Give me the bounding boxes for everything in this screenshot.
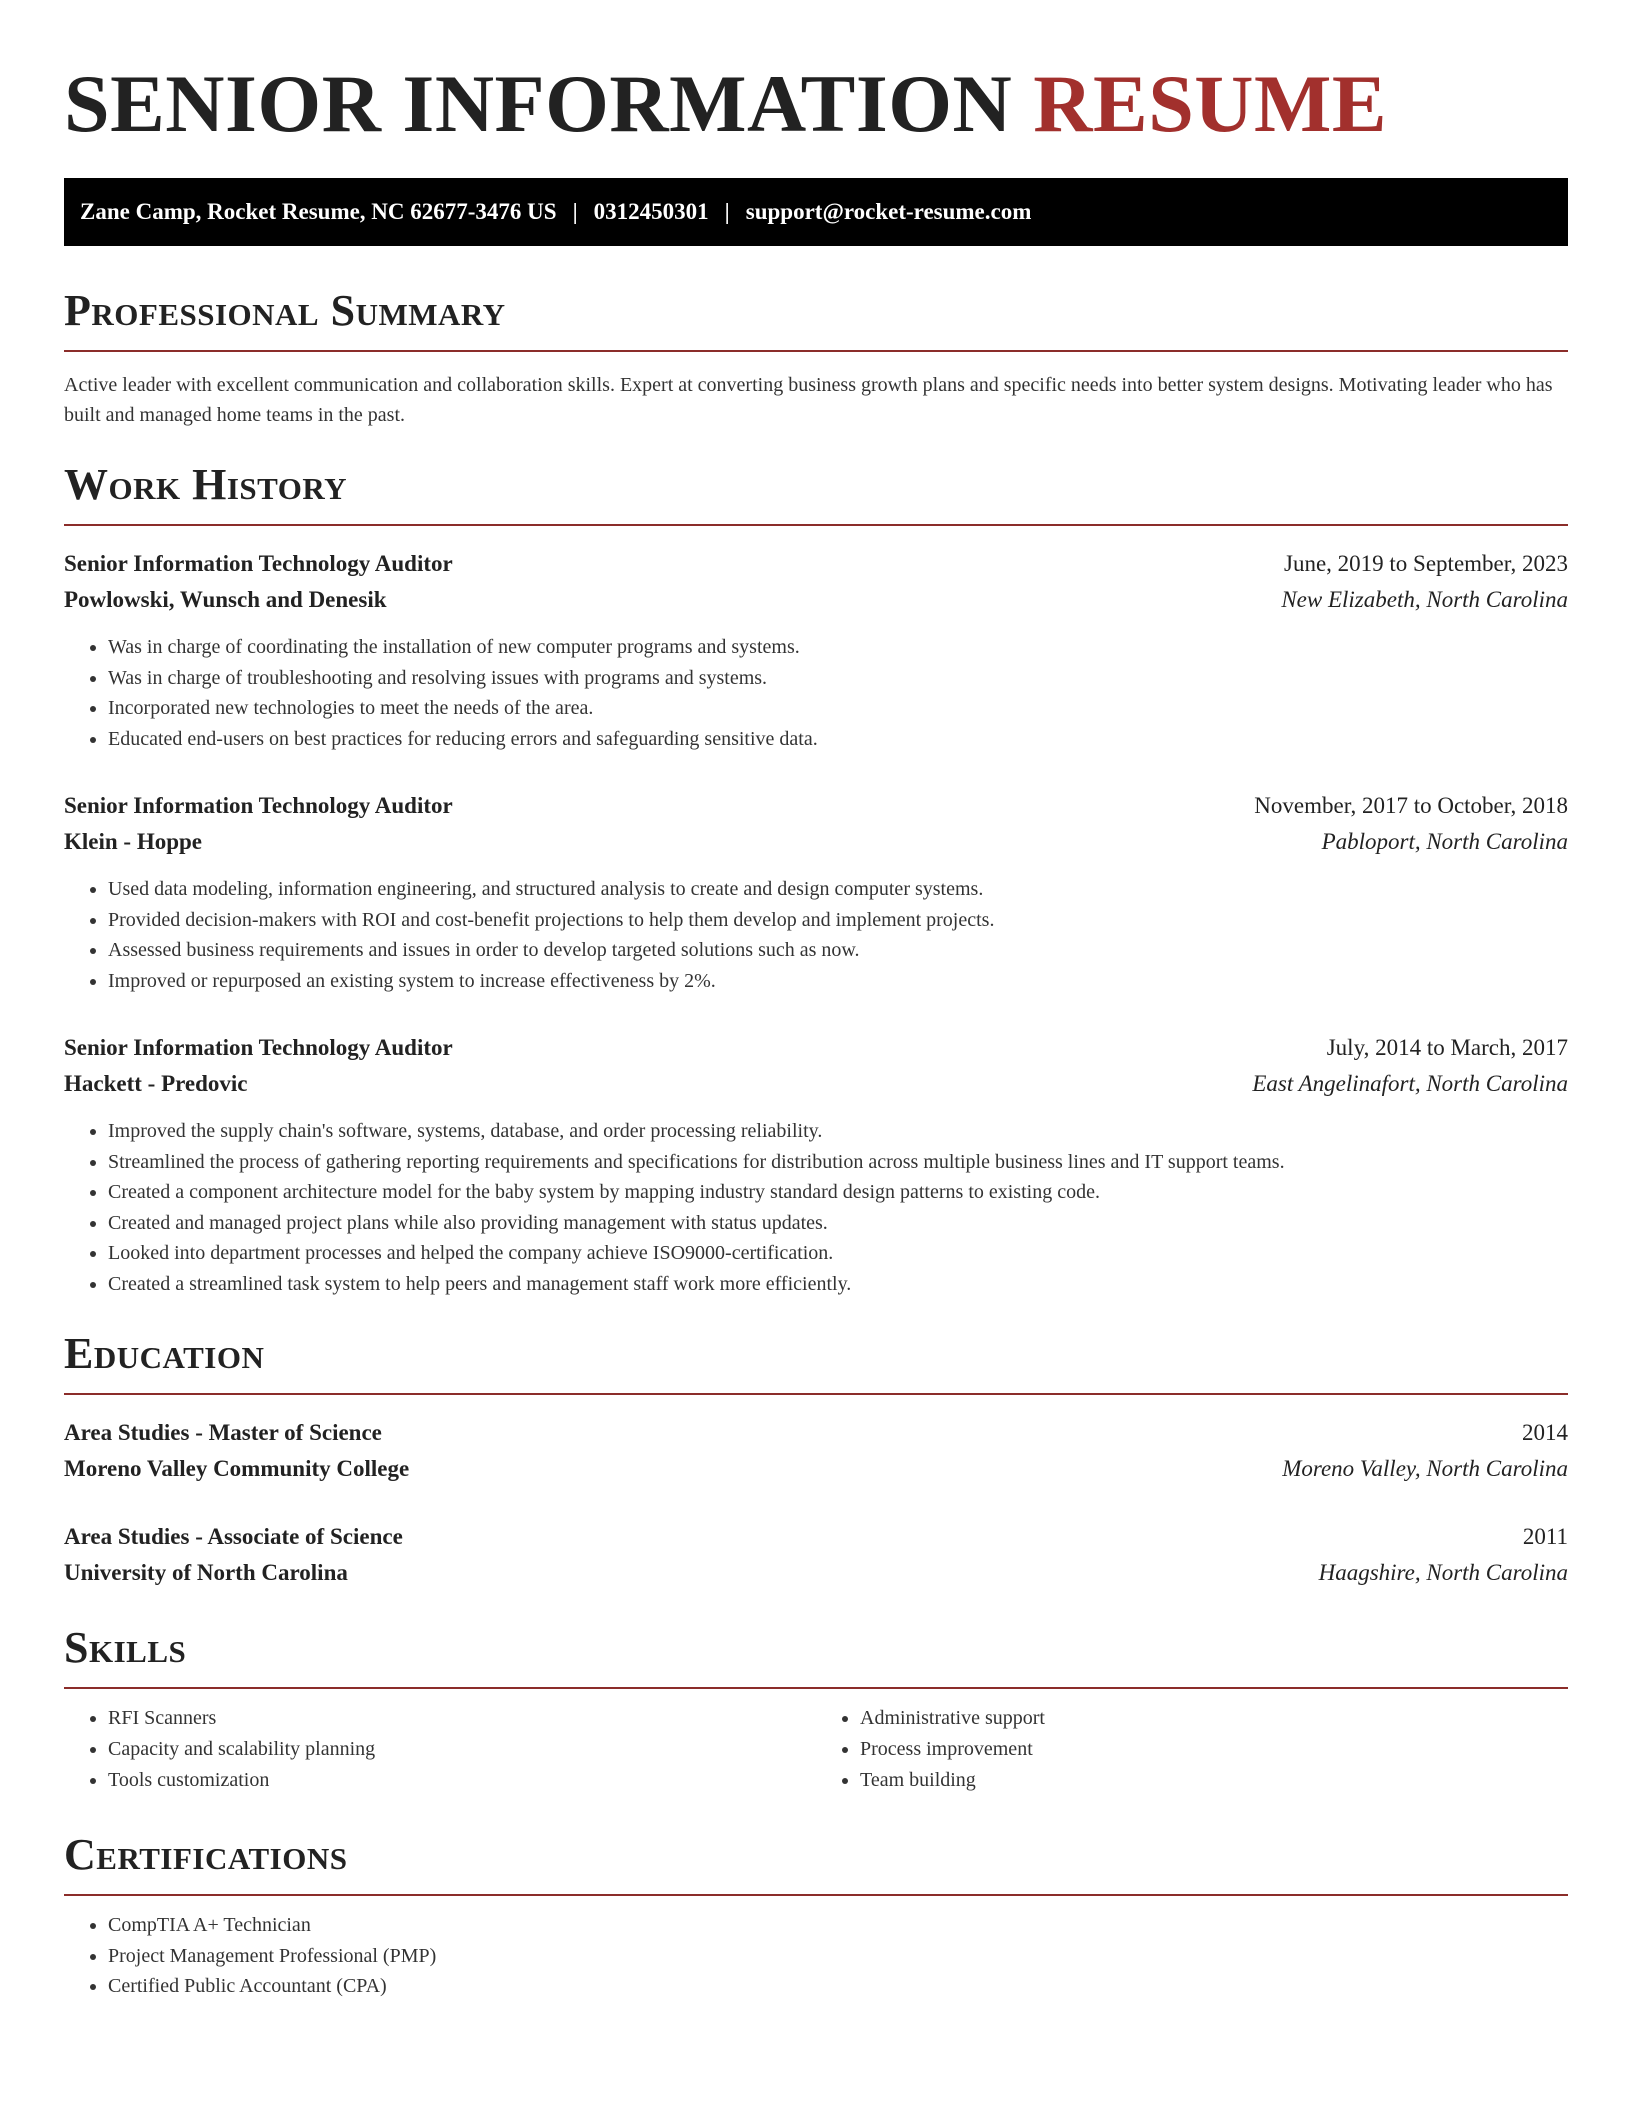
education-heading: Education [64,1329,1568,1395]
skill-item: • Process improvement [860,1734,1568,1765]
education-entry [64,1519,1568,1591]
job-bullets [64,874,1568,996]
job-bullet: • Improved the supply chain's software, systems, database, and order processing reliability. [108,1116,1568,1147]
work-history-heading: Work History [64,460,1568,526]
education-degree-row [64,1519,1568,1555]
education-location: Haagshire, North Carolina [1318,1560,1568,1585]
job-bullet: • Looked into department processes and helped the company achieve ISO9000-certification. [108,1238,1568,1269]
job-bullet: • Created and managed project plans while also providing management with status updates. [108,1208,1568,1239]
job-bullet: • Provided decision-makers with ROI and cost-benefit projections to help them develop and implement projects. [108,905,1568,936]
title-accent: RESUME [1033,58,1388,149]
job-title-row [64,1030,1568,1066]
education-school-row [64,1555,1568,1591]
job-title-row [64,788,1568,824]
job-title: Senior Information Technology Auditor [64,1035,453,1060]
job-bullet: • Streamlined the process of gathering reporting requirements and specifications for distribution across multiple business lines and IT support teams. [108,1147,1568,1178]
education-entry [64,1415,1568,1487]
job-bullet: • Educated end-users on best practices for reducing errors and safeguarding sensitive data. [108,724,1568,755]
job-title: Senior Information Technology Auditor [64,551,453,576]
job-bullet: • Assessed business requirements and issues in order to develop targeted solutions such as now. [108,935,1568,966]
education-school: University of North Carolina [64,1560,348,1585]
job-company: Klein - Hoppe [64,829,203,854]
skills-list-right [816,1703,1568,1796]
job-bullet: • Incorporated new technologies to meet the needs of the area. [108,693,1568,724]
skills-heading: Skills [64,1623,1568,1689]
education-degree: Area Studies - Master of Science [64,1420,382,1445]
job-location: East Angelinafort, North Carolina [1252,1071,1568,1096]
job-entry [64,1030,1568,1299]
job-bullets [64,632,1568,754]
skills-grid [64,1703,1568,1796]
skills-list-left [64,1703,816,1796]
job-company: Hackett - Predovic [64,1071,248,1096]
job-location: Pabloport, North Carolina [1321,829,1568,854]
job-company-row [64,1066,1568,1102]
education-school: Moreno Valley Community College [64,1456,410,1481]
job-bullet: • Used data modeling, information engineering, and structured analysis to create and design computer systems. [108,874,1568,905]
skill-item: • Capacity and scalability planning [108,1734,816,1765]
contact-separator: | [724,199,730,224]
skill-item: • Tools customization [108,1765,816,1796]
certifications-list [64,1910,1568,2002]
job-title-row [64,546,1568,582]
certifications-heading: Certifications [64,1830,1568,1896]
skill-item: • Team building [860,1765,1568,1796]
job-entry [64,788,1568,996]
skill-item: • RFI Scanners [108,1703,816,1734]
education-school-row [64,1451,1568,1487]
job-title: Senior Information Technology Auditor [64,793,453,818]
education-degree-row [64,1415,1568,1451]
job-dates: November, 2017 to October, 2018 [1254,793,1568,818]
job-bullets [64,1116,1568,1299]
job-dates: June, 2019 to September, 2023 [1284,551,1568,576]
resume-title [64,0,1568,150]
job-company-row [64,824,1568,860]
education-location: Moreno Valley, North Carolina [1282,1456,1568,1481]
job-company: Powlowski, Wunsch and Denesik [64,587,387,612]
job-entry [64,546,1568,754]
contact-email: support@rocket-resume.com [745,199,1032,224]
job-bullet: • Created a streamlined task system to help peers and management staff work more efficiently. [108,1269,1568,1300]
contact-phone: 0312450301 [593,199,709,224]
job-bullet: • Improved or repurposed an existing system to increase effectiveness by 2%. [108,966,1568,997]
job-location: New Elizabeth, North Carolina [1281,587,1568,612]
education-year: 2014 [1522,1420,1568,1445]
education-degree: Area Studies - Associate of Science [64,1524,403,1549]
education-year: 2011 [1522,1524,1568,1549]
job-company-row [64,582,1568,618]
job-bullet: • Was in charge of coordinating the installation of new computer programs and systems. [108,632,1568,663]
job-bullet: • Was in charge of troubleshooting and resolving issues with programs and systems. [108,663,1568,694]
contact-separator: | [572,199,578,224]
summary-text: Active leader with excellent communication and collaboration skills. Expert at converting business growth plans and specific needs into better system designs. Motivating leader who has built and managed home teams in the past. [64,374,1553,426]
job-bullet: • Created a component architecture model for the baby system by mapping industry standard design patterns to existing code. [108,1177,1568,1208]
skill-item: • Administrative support [860,1703,1568,1734]
certification-item: • Project Management Professional (PMP) [108,1941,1568,1972]
title-main: SENIOR INFORMATION [64,58,1013,149]
certification-item: • CompTIA A+ Technician [108,1910,1568,1941]
contact-address: Zane Camp, Rocket Resume, NC 62677-3476 US [80,199,557,224]
certification-item: • Certified Public Accountant (CPA) [108,1971,1568,2002]
contact-bar [64,178,1568,246]
job-dates: July, 2014 to March, 2017 [1326,1035,1568,1060]
summary-heading: Professional Summary [64,286,1568,352]
